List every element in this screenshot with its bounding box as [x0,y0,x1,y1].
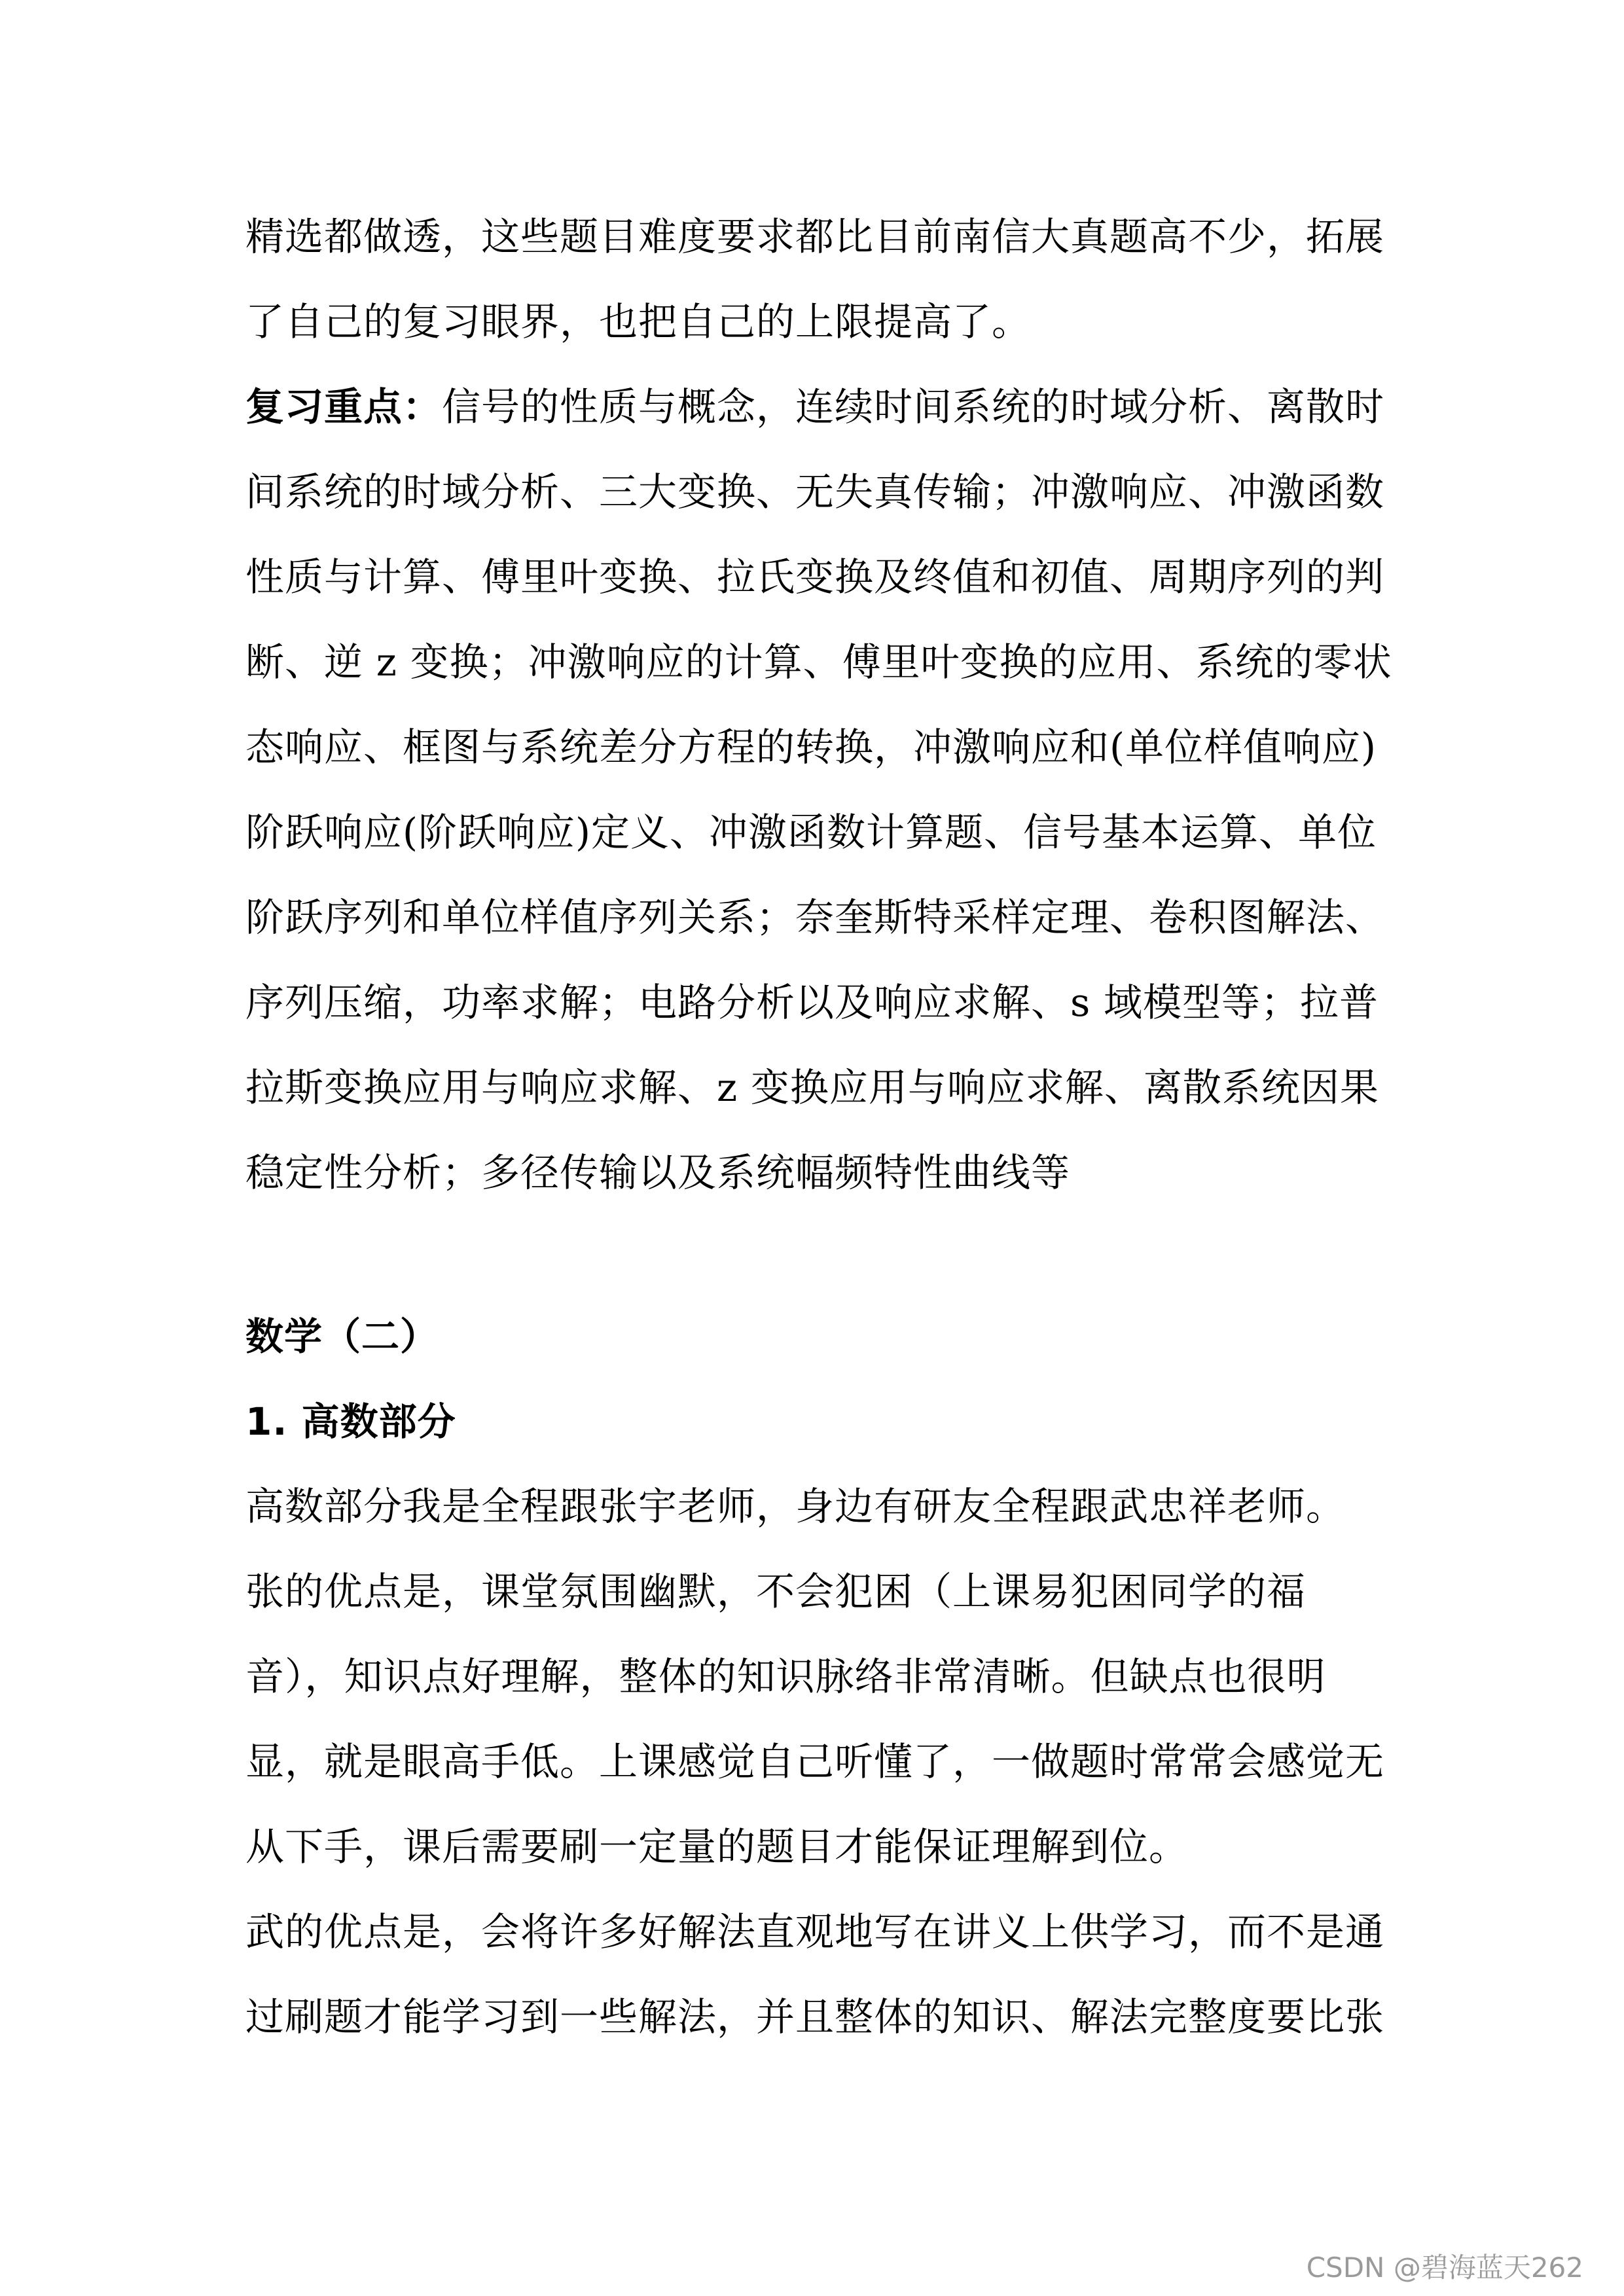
review-line: 态响应、框图与系统差分方程的转换，冲激响应和(单位样值响应) [245,725,1377,770]
paragraph-line: 精选都做透，这些题目难度要求都比目前南信大真题高不少，拓展 [245,214,1385,259]
review-line: 阶跃响应(阶跃响应)定义、冲激函数计算题、信号基本运算、单位 [245,810,1377,855]
body-line: 武的优点是，会将许多好解法直观地写在讲义上供学习，而不是通 [245,1909,1385,1954]
review-first-line [245,381,1384,433]
paragraph-line: 了自己的复习眼界，也把自己的上限提高了。 [245,299,1032,344]
body-line: 显，就是眼高手低。上课感觉自己听懂了，一做题时常常会感觉无 [245,1739,1385,1784]
review-first-line-text: 信号的性质与概念，连续时间系统的时域分析、离散时 [442,384,1385,429]
watermark: CSDN @碧海蓝天262 [1306,2251,1583,2284]
review-line: 间系统的时域分析、三大变换、无失真传输；冲激响应、冲激函数 [245,469,1385,514]
review-line: 断、逆 z 变换；冲激响应的计算、傅里叶变换的应用、系统的零状 [245,639,1392,685]
body-line: 张的优点是，课堂氛围幽默，不会犯困（上课易犯困同学的福 [245,1569,1307,1614]
review-line: 序列压缩，功率求解；电路分析以及响应求解、s 域模型等；拉普 [245,980,1379,1025]
body-line: 过刷题才能学习到一些解法，并且整体的知识、解法完整度要比张 [245,1994,1385,2039]
review-line: 稳定性分析；多径传输以及系统幅频特性曲线等 [245,1150,1071,1195]
section-title: 数学（二） [245,1314,439,1359]
review-line: 拉斯变换应用与响应求解、z 变换应用与响应求解、离散系统因果 [245,1065,1379,1110]
review-line: 阶跃序列和单位样值序列关系；奈奎斯特采样定理、卷积图解法、 [245,895,1385,940]
review-label: 复习重点： [245,384,442,429]
body-line: 从下手，课后需要刷一定量的题目才能保证理解到位。 [245,1824,1189,1869]
body-line: 音），知识点好理解，整体的知识脉络非常清晰。但缺点也很明 [245,1654,1326,1699]
body-line: 高数部分我是全程跟张宇老师，身边有研友全程跟武忠祥老师。 [245,1484,1346,1529]
review-line: 性质与计算、傅里叶变换、拉氏变换及终值和初值、周期序列的判 [245,554,1385,600]
section-subtitle: 1. 高数部分 [245,1399,456,1444]
